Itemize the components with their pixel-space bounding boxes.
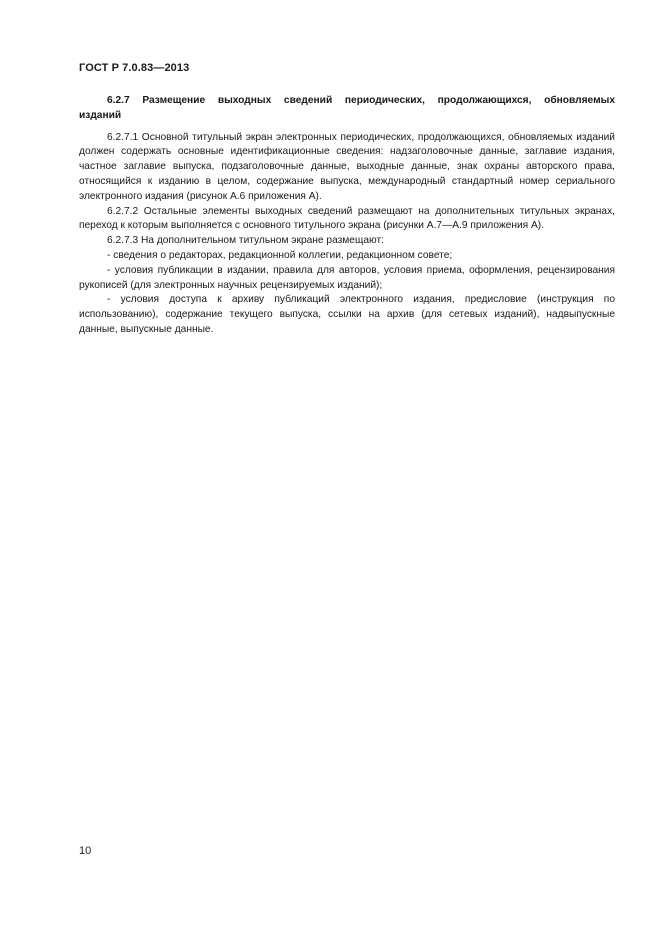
list-item-publication-conditions: - условия публикации в издании, правила для авторов, условия приема, оформления, рецензирования рукописей (для электронных научных рецензируемых изданий); [79,264,615,291]
section-heading: 6.2.7 Размещение выходных сведений периодических, продолжающихся, обновляемых изданий [79,95,615,121]
paragraph-6-2-7-2: 6.2.7.2 Остальные элементы выходных сведений размещают на дополнительных титульных экранах, переход к которым выполняется с основного титульного экрана (рисунки А.7—А.9 приложения А). [79,205,615,232]
document-code: ГОСТ Р 7.0.83—2013 [79,62,190,74]
page-number: 10 [79,845,92,857]
list-item-editors: - сведения о редакторах, редакционной коллегии, редакционном совете; [107,249,453,261]
paragraph-6-2-7-3: 6.2.7.3 На дополнительном титульном экране размещают: [107,235,384,247]
section-content [79,94,615,338]
paragraph-6-2-7-1: 6.2.7.1 Основной титульный экран электронных периодических, продолжающихся, обновляемых изданий должен содержать основные идентификационные сведения: надзаголовочные данные, заглавие издания, частное заглавие выпуска, подзаголовочные данные, выходные данные, знак охраны авторского права, относящийся к изданию в целом, содержание выпуска, международный стандартный номер сериального электронного издания (рисунок А.6 приложения А). [79,131,615,202]
list-item-archive-access: - условия доступа к архиву публикаций электронного издания, предисловие (инструкция по использованию), содержание текущего выпуска, ссылки на архив (для сетевых изданий), надвыпускные данные, выпускные данные. [79,294,615,335]
